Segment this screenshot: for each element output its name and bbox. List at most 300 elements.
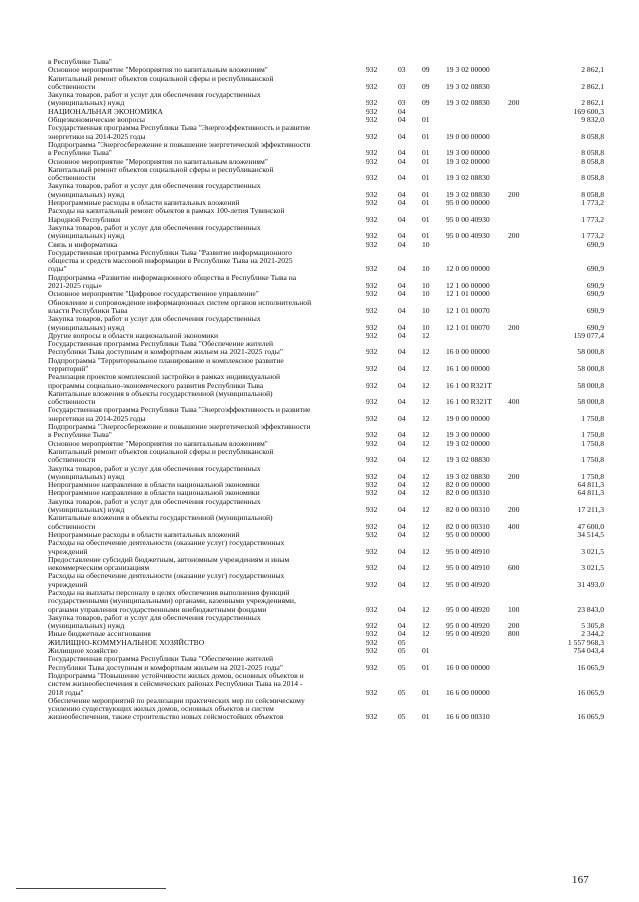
amount: 690,9 xyxy=(586,305,604,315)
section-code: 04 xyxy=(398,563,406,573)
amount: 17 211,3 xyxy=(577,505,604,515)
subsection-code: 10 xyxy=(422,289,430,299)
row-name: Закупка товаров, работ и услуг для обеспечения государственных (муниципальных) нужд xyxy=(48,90,261,108)
grbs-code: 932 xyxy=(366,189,378,199)
table-row xyxy=(48,75,604,92)
target-article-code: 82 0 00 00310 xyxy=(446,505,490,515)
grbs-code: 932 xyxy=(366,621,378,631)
amount: 8 058,8 xyxy=(581,131,604,141)
section-code: 04 xyxy=(398,214,406,224)
section-code: 04 xyxy=(398,471,406,481)
section-code: 04 xyxy=(398,231,406,241)
row-name: Основное мероприятие "Мероприятия по капитальным вложениям" xyxy=(48,156,268,166)
expense-type-code: 200 xyxy=(508,189,520,199)
row-name: Государственная программа Республики Тыва "Энергоэффективность и развитие энергетики на 2014-2025 годы xyxy=(48,405,311,423)
section-code: 04 xyxy=(398,115,406,125)
budget-table xyxy=(48,58,604,722)
expense-type-code: 200 xyxy=(508,471,520,481)
amount: 1 750,8 xyxy=(581,455,604,465)
grbs-code: 932 xyxy=(366,98,378,108)
table-row xyxy=(48,448,604,465)
section-code: 05 xyxy=(398,712,406,722)
expense-type-code: 200 xyxy=(508,505,520,515)
grbs-code: 932 xyxy=(366,305,378,315)
grbs-code: 932 xyxy=(366,662,378,672)
row-name: Государственная программа Республики Тыва "Энергоэффективность и развитие энергетики на 2014-2025 годы xyxy=(48,123,311,141)
section-code: 04 xyxy=(398,604,406,614)
section-code: 04 xyxy=(398,380,406,390)
section-code: 04 xyxy=(398,480,406,490)
target-article-code: 12 0 00 00000 xyxy=(446,264,490,274)
subsection-code: 10 xyxy=(422,305,430,315)
table-row xyxy=(48,182,604,199)
expense-type-code: 100 xyxy=(508,604,520,614)
amount: 690,9 xyxy=(586,322,604,332)
grbs-code: 932 xyxy=(366,330,378,340)
amount: 9 832,0 xyxy=(581,115,604,125)
section-code: 04 xyxy=(398,488,406,498)
grbs-code: 932 xyxy=(366,106,378,116)
target-article-code: 95 0 00 40920 xyxy=(446,629,490,639)
grbs-code: 932 xyxy=(366,712,378,722)
amount: 58 000,8 xyxy=(577,380,604,390)
section-code: 03 xyxy=(398,65,406,75)
subsection-code: 01 xyxy=(422,231,430,241)
section-code: 04 xyxy=(398,363,406,373)
row-name: Закупка товаров, работ и услуг для обеспечения государственных (муниципальных) нужд xyxy=(48,181,261,199)
target-article-code: 82 0 00 00310 xyxy=(446,488,490,498)
row-name: Расходы на выплаты персоналу в целях обеспечения выполнения функций государственными (муниципальными) органами, казенными учреждениями, органами управления государственными внебюджетными фондами xyxy=(48,588,296,614)
grbs-code: 932 xyxy=(366,148,378,158)
target-article-code: 95 0 00 40920 xyxy=(446,604,490,614)
grbs-code: 932 xyxy=(366,231,378,241)
grbs-code: 932 xyxy=(366,397,378,407)
subsection-code: 01 xyxy=(422,115,430,125)
section-code: 05 xyxy=(398,687,406,697)
table-row xyxy=(48,498,604,515)
subsection-code: 12 xyxy=(422,455,430,465)
section-code: 04 xyxy=(398,189,406,199)
footer-rule xyxy=(16,888,166,889)
row-name: Капитальный ремонт объектов социальной сферы и республиканской собственности xyxy=(48,73,274,91)
grbs-code: 932 xyxy=(366,81,378,91)
amount: 690,9 xyxy=(586,289,604,299)
expense-type-code: 200 xyxy=(508,231,520,241)
subsection-code: 12 xyxy=(422,521,430,531)
table-row xyxy=(48,465,604,482)
grbs-code: 932 xyxy=(366,480,378,490)
amount: 8 058,8 xyxy=(581,189,604,199)
target-article-code: 19 3 02 00000 xyxy=(446,65,490,75)
grbs-code: 932 xyxy=(366,579,378,589)
table-row xyxy=(48,315,604,332)
grbs-code: 932 xyxy=(366,239,378,249)
row-name: Иные бюджетные ассигнования xyxy=(48,629,151,639)
amount: 16 065,9 xyxy=(577,687,604,697)
subsection-code: 12 xyxy=(422,347,430,357)
section-code: 04 xyxy=(398,438,406,448)
section-code: 04 xyxy=(398,281,406,291)
target-article-code: 12 1 01 00070 xyxy=(446,322,490,332)
target-article-code: 16 1 00 R321T xyxy=(446,380,492,390)
table-row xyxy=(48,249,604,274)
section-code: 03 xyxy=(398,81,406,91)
expense-type-code: 200 xyxy=(508,621,520,631)
section-code: 04 xyxy=(398,239,406,249)
target-article-code: 19 3 00 00000 xyxy=(446,430,490,440)
grbs-code: 932 xyxy=(366,529,378,539)
target-article-code: 95 0 00 00000 xyxy=(446,529,490,539)
section-code: 05 xyxy=(398,662,406,672)
amount: 58 000,8 xyxy=(577,363,604,373)
subsection-code: 12 xyxy=(422,471,430,481)
subsection-code: 01 xyxy=(422,712,430,722)
target-article-code: 19 3 00 00000 xyxy=(446,148,490,158)
subsection-code: 01 xyxy=(422,198,430,208)
grbs-code: 932 xyxy=(366,455,378,465)
table-row xyxy=(48,514,604,531)
amount: 1 773,2 xyxy=(581,214,604,224)
target-article-code: 82 0 00 00000 xyxy=(446,480,490,490)
target-article-code: 12 1 01 00070 xyxy=(446,305,490,315)
grbs-code: 932 xyxy=(366,505,378,515)
target-article-code: 95 0 00 40920 xyxy=(446,579,490,589)
row-name: Государственная программа Республики Тыва "Обеспечение жителей Республики Тыва доступным и комфортным жильем на 2021-2025 годы" xyxy=(48,339,283,357)
section-code: 04 xyxy=(398,529,406,539)
amount: 690,9 xyxy=(586,264,604,274)
subsection-code: 12 xyxy=(422,480,430,490)
subsection-code: 01 xyxy=(422,156,430,166)
subsection-code: 01 xyxy=(422,662,430,672)
grbs-code: 932 xyxy=(366,430,378,440)
subsection-code: 09 xyxy=(422,81,430,91)
section-code: 04 xyxy=(398,322,406,332)
subsection-code: 01 xyxy=(422,687,430,697)
row-name: Капитальные вложения в объекты государственной (муниципальной) собственности xyxy=(48,388,273,407)
grbs-code: 932 xyxy=(366,380,378,390)
row-name: Закупка товаров, работ и услуг для обеспечения государственных (муниципальных) нужд xyxy=(48,463,261,481)
target-article-code: 16 0 00 00000 xyxy=(446,662,490,672)
grbs-code: 932 xyxy=(366,604,378,614)
subsection-code: 12 xyxy=(422,529,430,539)
expense-type-code: 800 xyxy=(508,629,520,639)
row-name: Расходы на обеспечение деятельности (оказание услуг) государственных учреждений xyxy=(48,538,285,556)
grbs-code: 932 xyxy=(366,65,378,75)
grbs-code: 932 xyxy=(366,173,378,183)
target-article-code: 95 0 00 40930 xyxy=(446,214,490,224)
section-code: 04 xyxy=(398,546,406,556)
row-name: Подпрограмма "Энергосбережение и повышение энергетической эффективности в Республике Тыва" xyxy=(48,422,311,440)
subsection-code: 01 xyxy=(422,646,430,656)
amount: 8 058,8 xyxy=(581,148,604,158)
target-article-code: 12 1 00 00000 xyxy=(446,281,490,291)
page-number: 167 xyxy=(571,874,589,886)
grbs-code: 932 xyxy=(366,646,378,656)
target-article-code: 12 1 01 00000 xyxy=(446,289,490,299)
grbs-code: 932 xyxy=(366,629,378,639)
amount: 169 600,3 xyxy=(573,106,604,116)
grbs-code: 932 xyxy=(366,471,378,481)
amount: 1 750,8 xyxy=(581,471,604,481)
subsection-code: 12 xyxy=(422,563,430,573)
amount: 16 065,9 xyxy=(577,662,604,672)
target-article-code: 19 3 02 00000 xyxy=(446,156,490,166)
row-name: ЖИЛИЩНО-КОММУНАЛЬНОЕ ХОЗЯЙСТВО xyxy=(48,637,205,647)
table-row xyxy=(48,373,604,390)
table-row xyxy=(48,655,604,672)
row-name: Подпрограмма "Территориальное планирование и комплексное развитие территорий" xyxy=(48,355,284,373)
grbs-code: 932 xyxy=(366,131,378,141)
grbs-code: 932 xyxy=(366,264,378,274)
target-article-code: 19 3 02 00000 xyxy=(446,438,490,448)
amount: 64 811,3 xyxy=(577,488,604,498)
grbs-code: 932 xyxy=(366,521,378,531)
row-name: Основное мероприятие "Мероприятия по капитальным вложениям" xyxy=(48,438,268,448)
section-code: 04 xyxy=(398,629,406,639)
row-name: НАЦИОНАЛЬНАЯ ЭКОНОМИКА xyxy=(48,106,163,116)
table-row xyxy=(48,357,604,374)
grbs-code: 932 xyxy=(366,214,378,224)
target-article-code: 16 6 00 00310 xyxy=(446,712,490,722)
amount: 5 305,8 xyxy=(581,621,604,631)
table-row xyxy=(48,224,604,241)
table-row xyxy=(48,697,604,722)
grbs-code: 932 xyxy=(366,687,378,697)
row-name: Закупка товаров, работ и услуг для обеспечения государственных (муниципальных) нужд xyxy=(48,314,261,332)
grbs-code: 932 xyxy=(366,413,378,423)
grbs-code: 932 xyxy=(366,563,378,573)
section-code: 04 xyxy=(398,455,406,465)
row-name: Предоставление субсидий бюджетным, автономным учреждениям и иным некоммерческим организациям xyxy=(48,554,290,573)
target-article-code: 19 3 02 08830 xyxy=(446,98,490,108)
amount: 2 862,1 xyxy=(581,65,604,75)
table-row xyxy=(48,299,604,316)
subsection-code: 01 xyxy=(422,131,430,141)
amount: 58 000,8 xyxy=(577,347,604,357)
row-name: Расходы на капитальный ремонт объектов в рамках 100-летия Тувинской Народной Республики xyxy=(48,206,285,224)
target-article-code: 16 1 00 R321T xyxy=(446,397,492,407)
table-row xyxy=(48,672,604,697)
grbs-code: 932 xyxy=(366,289,378,299)
section-code: 04 xyxy=(398,505,406,515)
expense-type-code: 200 xyxy=(508,322,520,332)
target-article-code: 95 0 00 40920 xyxy=(446,621,490,631)
section-code: 04 xyxy=(398,305,406,315)
target-article-code: 16 6 00 00000 xyxy=(446,687,490,697)
row-name: Подпрограмма "Энергосбережение и повышение энергетической эффективности в Республике Тыва" xyxy=(48,139,311,158)
table-row xyxy=(48,423,604,440)
row-name: Государственная программа Республики Тыва "Развитие информационного общества и средств массовой информации в Республике Тыва на 2021-2025 годы" xyxy=(48,247,293,274)
amount: 31 493,0 xyxy=(577,579,604,589)
row-name: Основное мероприятие "Мероприятия по капитальным вложениям" xyxy=(48,65,268,75)
section-code: 05 xyxy=(398,637,406,647)
expense-type-code: 600 xyxy=(508,563,520,573)
amount: 8 058,8 xyxy=(581,173,604,183)
subsection-code: 09 xyxy=(422,65,430,75)
table-row xyxy=(48,390,604,407)
row-name: Непрограммное направление в области национальной экономики xyxy=(48,488,260,498)
row-name: Подпрограмма "Повышение устойчивости жилых домов, основных объектов и систем жизнеобеспечения в сейсмических районах Республики Тыва на 2014 - 2018 годы" xyxy=(48,670,304,697)
subsection-code: 12 xyxy=(422,488,430,498)
expense-type-code: 400 xyxy=(508,397,520,407)
grbs-code: 932 xyxy=(366,363,378,373)
amount: 23 843,0 xyxy=(577,604,604,614)
row-name: Обеспечение мероприятий по реализации практических мер по сейсмическому усилению существующих жилых домов, основных объектов и систем жизнеобеспечения, также строительство новых сейсмостойких объектов xyxy=(48,695,305,722)
amount: 34 514,5 xyxy=(577,529,604,539)
row-name: Обновление и сопровождение информационных систем органов исполнительной власти Республики Тыва xyxy=(48,297,312,315)
row-name: Закупка товаров, работ и услуг для обеспечения государственных (муниципальных) нужд xyxy=(48,612,261,631)
table-row xyxy=(48,124,604,141)
target-article-code: 95 0 00 40930 xyxy=(446,231,490,241)
grbs-code: 932 xyxy=(366,115,378,125)
amount: 690,9 xyxy=(586,239,604,249)
subsection-code: 01 xyxy=(422,173,430,183)
amount: 2 862,1 xyxy=(581,81,604,91)
subsection-code: 10 xyxy=(422,239,430,249)
row-name: Реализация проектов комплексной застройки в рамках индивидуальной программы социально-экономического развития Республики Тыва xyxy=(48,372,281,390)
section-code: 04 xyxy=(398,264,406,274)
grbs-code: 932 xyxy=(366,347,378,357)
amount: 58 000,8 xyxy=(577,397,604,407)
grbs-code: 932 xyxy=(366,438,378,448)
grbs-code: 932 xyxy=(366,322,378,332)
section-code: 04 xyxy=(398,198,406,208)
grbs-code: 932 xyxy=(366,546,378,556)
row-name: Капитальный ремонт объектов социальной сферы и республиканской собственности xyxy=(48,164,274,183)
subsection-code: 01 xyxy=(422,148,430,158)
amount: 754 043,4 xyxy=(573,646,604,656)
table-row xyxy=(48,91,604,108)
row-name: Основное мероприятие "Цифровое государственное управление" xyxy=(48,289,259,299)
row-name: Непрограммные расходы в области капитальных вложений xyxy=(48,198,240,208)
amount: 1 750,8 xyxy=(581,430,604,440)
target-article-code: 19 0 00 00000 xyxy=(446,413,490,423)
section-code: 04 xyxy=(398,148,406,158)
subsection-code: 10 xyxy=(422,322,430,332)
amount: 1 773,2 xyxy=(581,198,604,208)
target-article-code: 95 0 00 40910 xyxy=(446,546,490,556)
section-code: 04 xyxy=(398,397,406,407)
amount: 1 773,2 xyxy=(581,231,604,241)
grbs-code: 932 xyxy=(366,198,378,208)
row-name: Капитальные вложения в объекты государственной (муниципальной) собственности xyxy=(48,513,273,531)
section-code: 03 xyxy=(398,98,406,108)
table-row xyxy=(48,207,604,224)
section-code: 04 xyxy=(398,621,406,631)
table-row xyxy=(48,572,604,589)
table-row xyxy=(48,274,604,291)
table-row xyxy=(48,406,604,423)
amount: 2 862,1 xyxy=(581,98,604,108)
amount: 3 021,5 xyxy=(581,563,604,573)
subsection-code: 12 xyxy=(422,604,430,614)
amount: 690,9 xyxy=(586,281,604,291)
subsection-code: 10 xyxy=(422,264,430,274)
target-article-code: 95 0 00 00000 xyxy=(446,198,490,208)
expense-type-code: 200 xyxy=(508,98,520,108)
section-code: 04 xyxy=(398,413,406,423)
amount: 47 600,0 xyxy=(577,521,604,531)
grbs-code: 932 xyxy=(366,488,378,498)
table-row xyxy=(48,166,604,183)
table-row xyxy=(48,614,604,631)
target-article-code: 19 0 00 00000 xyxy=(446,131,490,141)
amount: 1 750,8 xyxy=(581,438,604,448)
grbs-code: 932 xyxy=(366,156,378,166)
row-name: Другие вопросы в области национальной экономики xyxy=(48,330,219,340)
row-name: Государственная программа Республики Тыва "Обеспечение жителей Республики Тыва доступным и комфортным жильем на 2021-2025 годы" xyxy=(48,654,283,672)
amount: 8 058,8 xyxy=(581,156,604,166)
table-row xyxy=(48,340,604,357)
row-name: в Республике Тыва" xyxy=(48,57,112,66)
subsection-code: 12 xyxy=(422,413,430,423)
section-code: 04 xyxy=(398,347,406,357)
amount: 16 065,9 xyxy=(577,712,604,722)
row-name: Связь и информатика xyxy=(48,239,118,249)
section-code: 05 xyxy=(398,646,406,656)
target-article-code: 16 1 00 00000 xyxy=(446,363,490,373)
section-code: 04 xyxy=(398,156,406,166)
subsection-code: 12 xyxy=(422,380,430,390)
amount: 1 557 968,3 xyxy=(567,637,604,647)
subsection-code: 12 xyxy=(422,438,430,448)
table-row xyxy=(48,589,604,614)
subsection-code: 12 xyxy=(422,546,430,556)
target-article-code: 19 3 02 08830 xyxy=(446,455,490,465)
target-article-code: 19 3 02 08830 xyxy=(446,173,490,183)
table-row xyxy=(48,639,604,647)
amount: 2 344,2 xyxy=(581,629,604,639)
subsection-code: 12 xyxy=(422,363,430,373)
subsection-code: 09 xyxy=(422,98,430,108)
table-row xyxy=(48,141,604,158)
amount: 159 077,4 xyxy=(573,330,604,340)
table-row xyxy=(48,556,604,573)
subsection-code: 12 xyxy=(422,621,430,631)
expense-type-code: 400 xyxy=(508,521,520,531)
section-code: 04 xyxy=(398,106,406,116)
grbs-code: 932 xyxy=(366,637,378,647)
row-name: Расходы на обеспечение деятельности (оказание услуг) государственных учреждений xyxy=(48,571,285,589)
target-article-code: 16 0 00 00000 xyxy=(446,347,490,357)
subsection-code: 12 xyxy=(422,330,430,340)
section-code: 04 xyxy=(398,289,406,299)
row-name: Капитальный ремонт объектов социальной сферы и республиканской собственности xyxy=(48,446,274,465)
target-article-code: 19 3 02 08830 xyxy=(446,81,490,91)
section-code: 04 xyxy=(398,173,406,183)
row-name: Закупка товаров, работ и услуг для обеспечения государственных (муниципальных) нужд xyxy=(48,222,261,241)
section-code: 04 xyxy=(398,131,406,141)
table-row xyxy=(48,539,604,556)
subsection-code: 10 xyxy=(422,281,430,291)
target-article-code: 19 3 02 08830 xyxy=(446,189,490,199)
amount: 64 811,3 xyxy=(577,480,604,490)
section-code: 04 xyxy=(398,579,406,589)
row-name: Закупка товаров, работ и услуг для обеспечения государственных (муниципальных) нужд xyxy=(48,496,261,515)
row-name: Подпрограмма «Развитие информационного общества в Республике Тыва на 2021-2025 годы» xyxy=(48,272,297,291)
subsection-code: 12 xyxy=(422,430,430,440)
subsection-code: 12 xyxy=(422,397,430,407)
subsection-code: 01 xyxy=(422,189,430,199)
section-code: 04 xyxy=(398,521,406,531)
target-article-code: 95 0 00 40910 xyxy=(446,563,490,573)
subsection-code: 12 xyxy=(422,629,430,639)
subsection-code: 12 xyxy=(422,505,430,515)
amount: 1 750,8 xyxy=(581,413,604,423)
target-article-code: 82 0 00 00310 xyxy=(446,521,490,531)
grbs-code: 932 xyxy=(366,281,378,291)
target-article-code: 19 3 02 08830 xyxy=(446,471,490,481)
